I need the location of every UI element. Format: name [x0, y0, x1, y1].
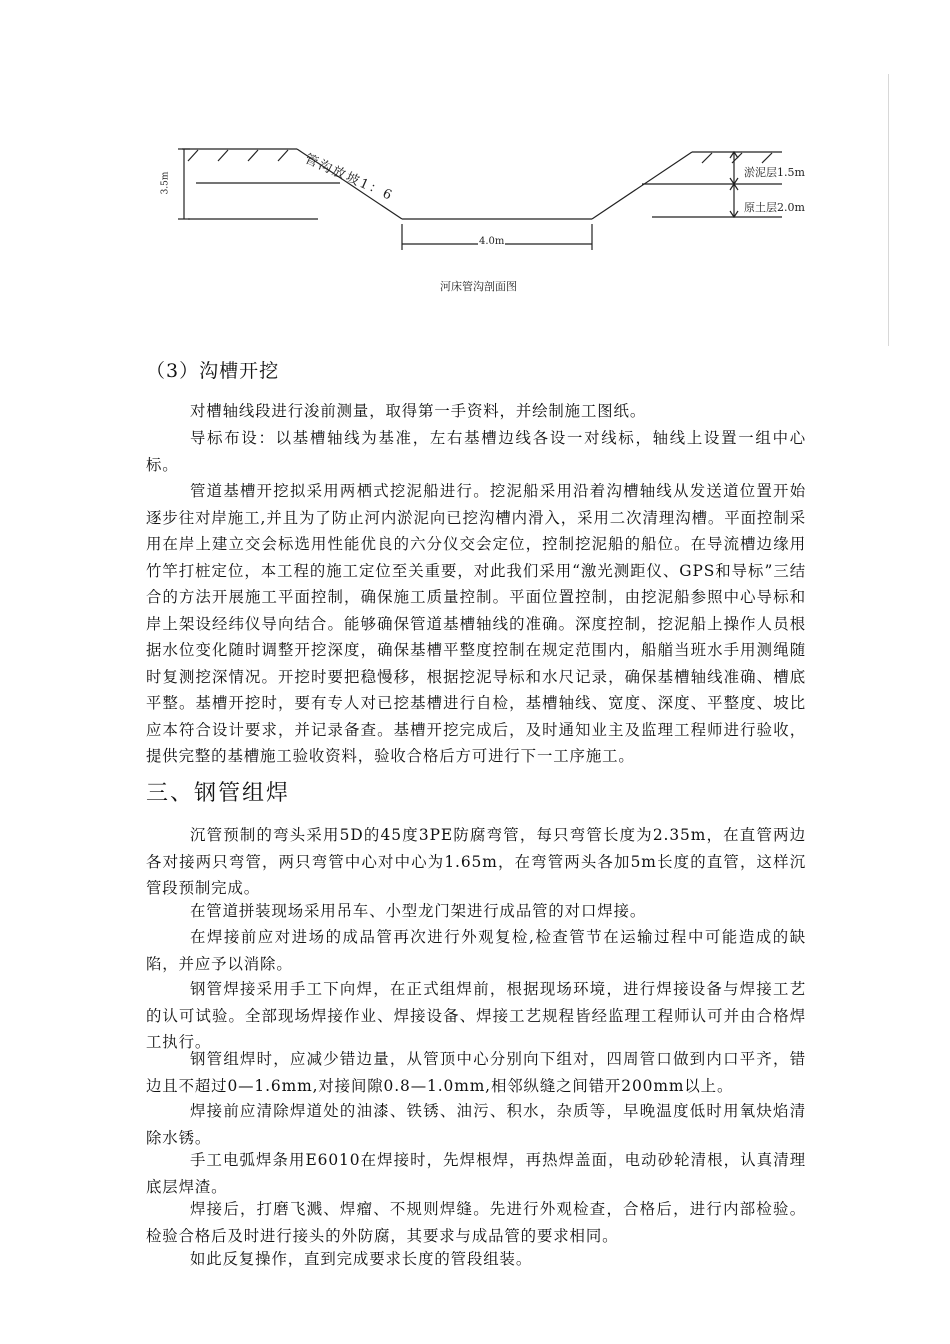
paragraph: 在管道拼装现场采用吊车、小型龙门架进行成品管的对口焊接。	[190, 902, 647, 920]
heading-steel-pipe-welding: 三、钢管组焊	[146, 781, 291, 806]
paragraph: 导标布设：以基槽轴线为基准，左右基槽边线各设一对线标，轴线上设置一组中心标。	[146, 429, 806, 474]
hatch	[278, 150, 288, 161]
hatch	[218, 150, 228, 161]
paragraph: 钢管组焊时，应减少错边量，从管顶中心分别向下组对，四周管口做到内口平齐，错边且不超过0—1.6mm,对接间隙0.8—1.0mm,相邻纵缝之间错开200mm以上。	[146, 1050, 806, 1095]
trench-section-figure	[140, 74, 889, 346]
hatch	[188, 150, 198, 161]
hatch	[762, 153, 772, 163]
paragraph: 沉管预制的弯头采用5D的45度3PE防腐弯管，每只弯管长度为2.35m，在直管两边各对接两只弯管，两只弯管中心对中心为1.65m，在弯管两头各加5m长度的直管，这样沉管段预制完成。	[146, 826, 806, 897]
silt-layer-label: 淤泥层1.5m	[744, 166, 805, 179]
paragraph: 在焊接前应对进场的成品管再次进行外观复检,检查管节在运输过程中可能造成的缺陷，并应予以消除。	[146, 928, 806, 973]
figure-caption: 河床管沟剖面图	[440, 280, 517, 293]
left-dim-label: 3.5m	[160, 171, 171, 195]
section-title-trench-excavation: （3）沟槽开挖	[146, 360, 280, 382]
paragraph: 焊接前应清除焊道处的油漆、铁锈、油污、积水，杂质等，早晚温度低时用氧炔焰清除水锈。	[146, 1102, 806, 1147]
hatch	[702, 153, 712, 163]
paragraph: 焊接后，打磨飞溅、焊瘤、不规则焊缝。先进行外观检查，合格后，进行内部检验。检验合格后及时进行接头的外防腐，其要求与成品管的要求相同。	[146, 1200, 806, 1245]
paragraph: 手工电弧焊条用E6010在焊接时，先焊根焊，再热焊盖面，电动砂轮清根，认真清理底层焊渣。	[146, 1151, 806, 1196]
right-slope	[592, 152, 692, 219]
paragraph: 管道基槽开挖拟采用两栖式挖泥船进行。挖泥船采用沿着沟槽轴线从发送道位置开始逐步往对岸施工,并且为了防止河内淤泥向已挖沟槽内滑入，采用二次清理沟槽。平面控制采用在岸上建立交会标选用性能优良的六分仪交会定位，控制挖泥船的船位。在导流槽边缘用竹竿打桩定位，本工程的施工定位至关重要，对此我们采用“激光测距仪、GPS和导标”三结合的方法开展施工平面控制，确保施工质量控制。平面位置控制，由挖泥船参照中心导标和岸上架设经纬仪导向结合。能够确保管道基槽轴线的准确。深度控制，挖泥船上操作人员根据水位变化随时调整开挖深度，确保基槽平整度控制在规定范围内，船艏当班水手用测绳随时复测挖深情况。开挖时要把稳慢移，根据挖泥导标和水尺记录，确保基槽轴线准确、槽底平整。基槽开挖时，要有专人对已挖基槽进行自检，基槽轴线、宽度、深度、平整度、坡比应本符合设计要求，并记录备查。基槽开挖完成后，及时通知业主及监理工程师进行验收，提供完整的基槽施工验收资料，验收合格后方可进行下一工序施工。	[146, 482, 806, 765]
slope-label: 管沟放坡1：6	[302, 151, 396, 205]
paragraph: 钢管焊接采用手工下向焊，在正式组焊前，根据现场环境，进行焊接设备与焊接工艺的认可试验。全部现场焊接作业、焊接设备、焊接工艺规程皆经监理工程师认可并由合格焊工执行。	[146, 980, 806, 1051]
paragraph: 如此反复操作，直到完成要求长度的管段组装。	[190, 1250, 533, 1268]
paragraph: 对槽轴线段进行浚前测量，取得第一手资料，并绘制施工图纸。	[190, 402, 647, 420]
bottom-width-label: 4.0m	[479, 236, 505, 247]
soil-layer-label: 原土层2.0m	[744, 201, 805, 214]
hatch	[248, 150, 258, 161]
